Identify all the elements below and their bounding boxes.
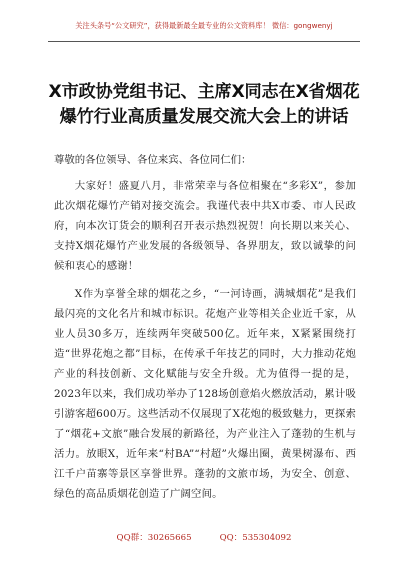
header-banner: 关注头条号“公文研究”，获得最新最全最专业的公文资料库！ 微信：gongwenyj [75, 21, 333, 30]
document-title [44, 80, 364, 130]
header-divider [48, 41, 360, 42]
title-line-2: 爆竹行业高质量发展交流大会上的讲话 [59, 107, 349, 127]
salutation: 尊敬的各位领导、各位来宾、各位同仁们： [54, 154, 252, 166]
footer-contact [0, 531, 408, 543]
body-paragraph-1: 大家好！盛夏八月，非常荣幸与各位相聚在“多彩X”，参加此次烟花爆竹产销对接交流会。我谨代表中共X市委、市人民政府，向本次订货会的顺利召开表示热烈祝贺！向长期以来关心、支持X烟花爆竹产业发展的各级领导、各界朋友，致以诚挚的问候和衷心的感谢！ [54, 180, 356, 272]
footer-qq-number: QQ：535304092 [219, 533, 292, 543]
document-body [54, 150, 356, 512]
title-line-1: X市政协党组书记、主席X同志在X省烟花 [48, 82, 360, 102]
footer-qq-group: QQ群：30265665 [116, 533, 192, 543]
body-paragraph-2: X作为享誉全球的烟花之乡，“一河诗画，满城烟花”是我们最闪亮的文化名片和城市标识。花炮产业等相关企业近千家，从业人员30多万，连续两年突破500亿。近年来，X紧紧围绕打造“世界花炮之都”目标，在传承千年技艺的同时，大力推动花炮产业的科技创新、文化赋能与安全升级。尤为值得一提的是，2023年以来，我们成功举办了128场创意焰火燃放活动，累计吸引游客超600万。这些活动不仅展现了X花炮的极致魅力，更探索了“烟花+文旅”融合发展的新路径，为产业注入了蓬勃的生机与活力。放眼X，近年来“村BA”“村超”火爆出圈，黄果树瀑布、西江千户苗寨等景区享誉世界。蓬勃的文旅市场，为安全、创意、绿色的高品质烟花创造了广阔空间。 [54, 288, 356, 500]
